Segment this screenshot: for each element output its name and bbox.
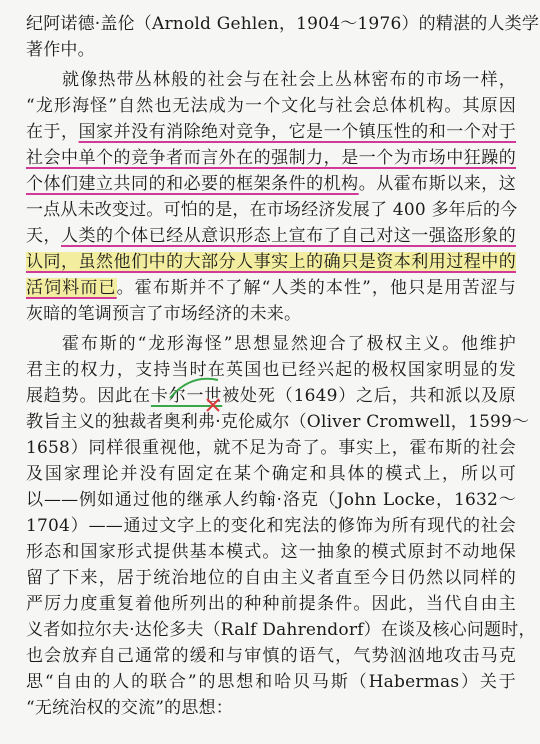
- text-line: 教旨主义的独裁者奥利弗·克伦威尔（Oliver Cromwell，1599～: [26, 412, 530, 432]
- text-line: 活饲料而已。霍布斯并不了解“人类的本性”，他只是用苦涩与: [26, 278, 517, 298]
- text-line: 灰暗的笔调预言了市场经济的未来。: [26, 304, 302, 324]
- text-line: 1658）同样很重视他，就不足为奇了。事实上，霍布斯的社会: [26, 438, 516, 458]
- text-line: 形态和国家形式提供基本模式。这一抽象的模式原封不动地保: [26, 542, 516, 562]
- text-line: [26, 148, 516, 170]
- text-line: 以——例如通过他的继承人约翰·洛克（John Locke，1632～: [26, 490, 516, 510]
- text-line: 留了下来，居于统治地位的自由主义者直至今日仍然以同样的: [26, 568, 516, 588]
- text-line: 就像热带丛林般的社会与在社会上丛林密布的市场一样，: [62, 70, 516, 90]
- pink-underline-span: 个体们建立共同的和必要的框架条件的机构: [26, 174, 359, 194]
- text-line: 1704）——通过文字上的变化和宪法的修饰为所有现代的社会: [26, 516, 516, 536]
- text-line: “龙形海怪”自然也无法成为一个文化与社会总体机构。其原因: [26, 96, 516, 116]
- text-line: 著作中。: [26, 40, 95, 60]
- text-line: 天，人类的个体已经从意识形态上宣布了自己对这一强盗形象的: [26, 226, 516, 246]
- text-line: 个体们建立共同的和必要的框架条件的机构。从霍布斯以来，这: [26, 174, 516, 194]
- text-line: 霍布斯的“龙形海怪”思想显然迎合了极权主义。他维护: [62, 334, 516, 354]
- text-line: 一点从未改变过。可怕的是，在市场经济发展了 400 多年后的今: [26, 200, 518, 220]
- text-line: 展趋势。因此在卡尔一世被处死（1649）之后，共和派以及原: [26, 386, 516, 406]
- text-line: 思“自由的人的联合”的思想和哈贝马斯（Habermas）关于: [26, 672, 516, 692]
- text-line: 在于，国家并没有消除绝对竞争，它是一个镇压性的和一个对于: [26, 122, 517, 142]
- text-line: 严厉力度重复着他所列出的种种前提条件。因此，当代自由主: [26, 594, 516, 614]
- text-line: 义者如拉尔夫·达伦多夫（Ralf Dahrendorf）在谈及核心问题时，: [26, 620, 536, 640]
- pink-underline-span: 国家并没有消除绝对竞争，它是一个镇压性的和一个对于: [78, 122, 517, 142]
- highlighted-span: 认同，虽然他们中的大部分人事实上的确只是资本利用过程中的: [26, 252, 516, 272]
- pink-underline-span: 人类的个体已经从意识形态上宣布了自己对这一强盗形象的: [61, 226, 516, 246]
- text-line: [26, 252, 516, 274]
- text-line: 也会放弃自己通常的缓和与审慎的语气，气势汹汹地攻击马克: [26, 646, 516, 666]
- green-underline-span: 卡尔一世: [150, 386, 223, 406]
- pink-underline-span: 社会中单个的竞争者而言外在的强制力，是一个为市场中狂躁的: [26, 148, 516, 168]
- text-line: 纪阿诺德·盖伦（Arnold Gehlen，1904～1976）的精湛的人类学: [26, 14, 540, 34]
- highlighted-span: 活饲料而已: [26, 278, 117, 298]
- text-line: 君主的权力，支持当时在英国也已经兴起的极权国家明显的发: [26, 360, 516, 380]
- text-line: 及国家理论并没有固定在某个确定和具体的模式上，所以可: [26, 464, 516, 484]
- text-line: “无统治权的交流”的思想：: [26, 698, 233, 718]
